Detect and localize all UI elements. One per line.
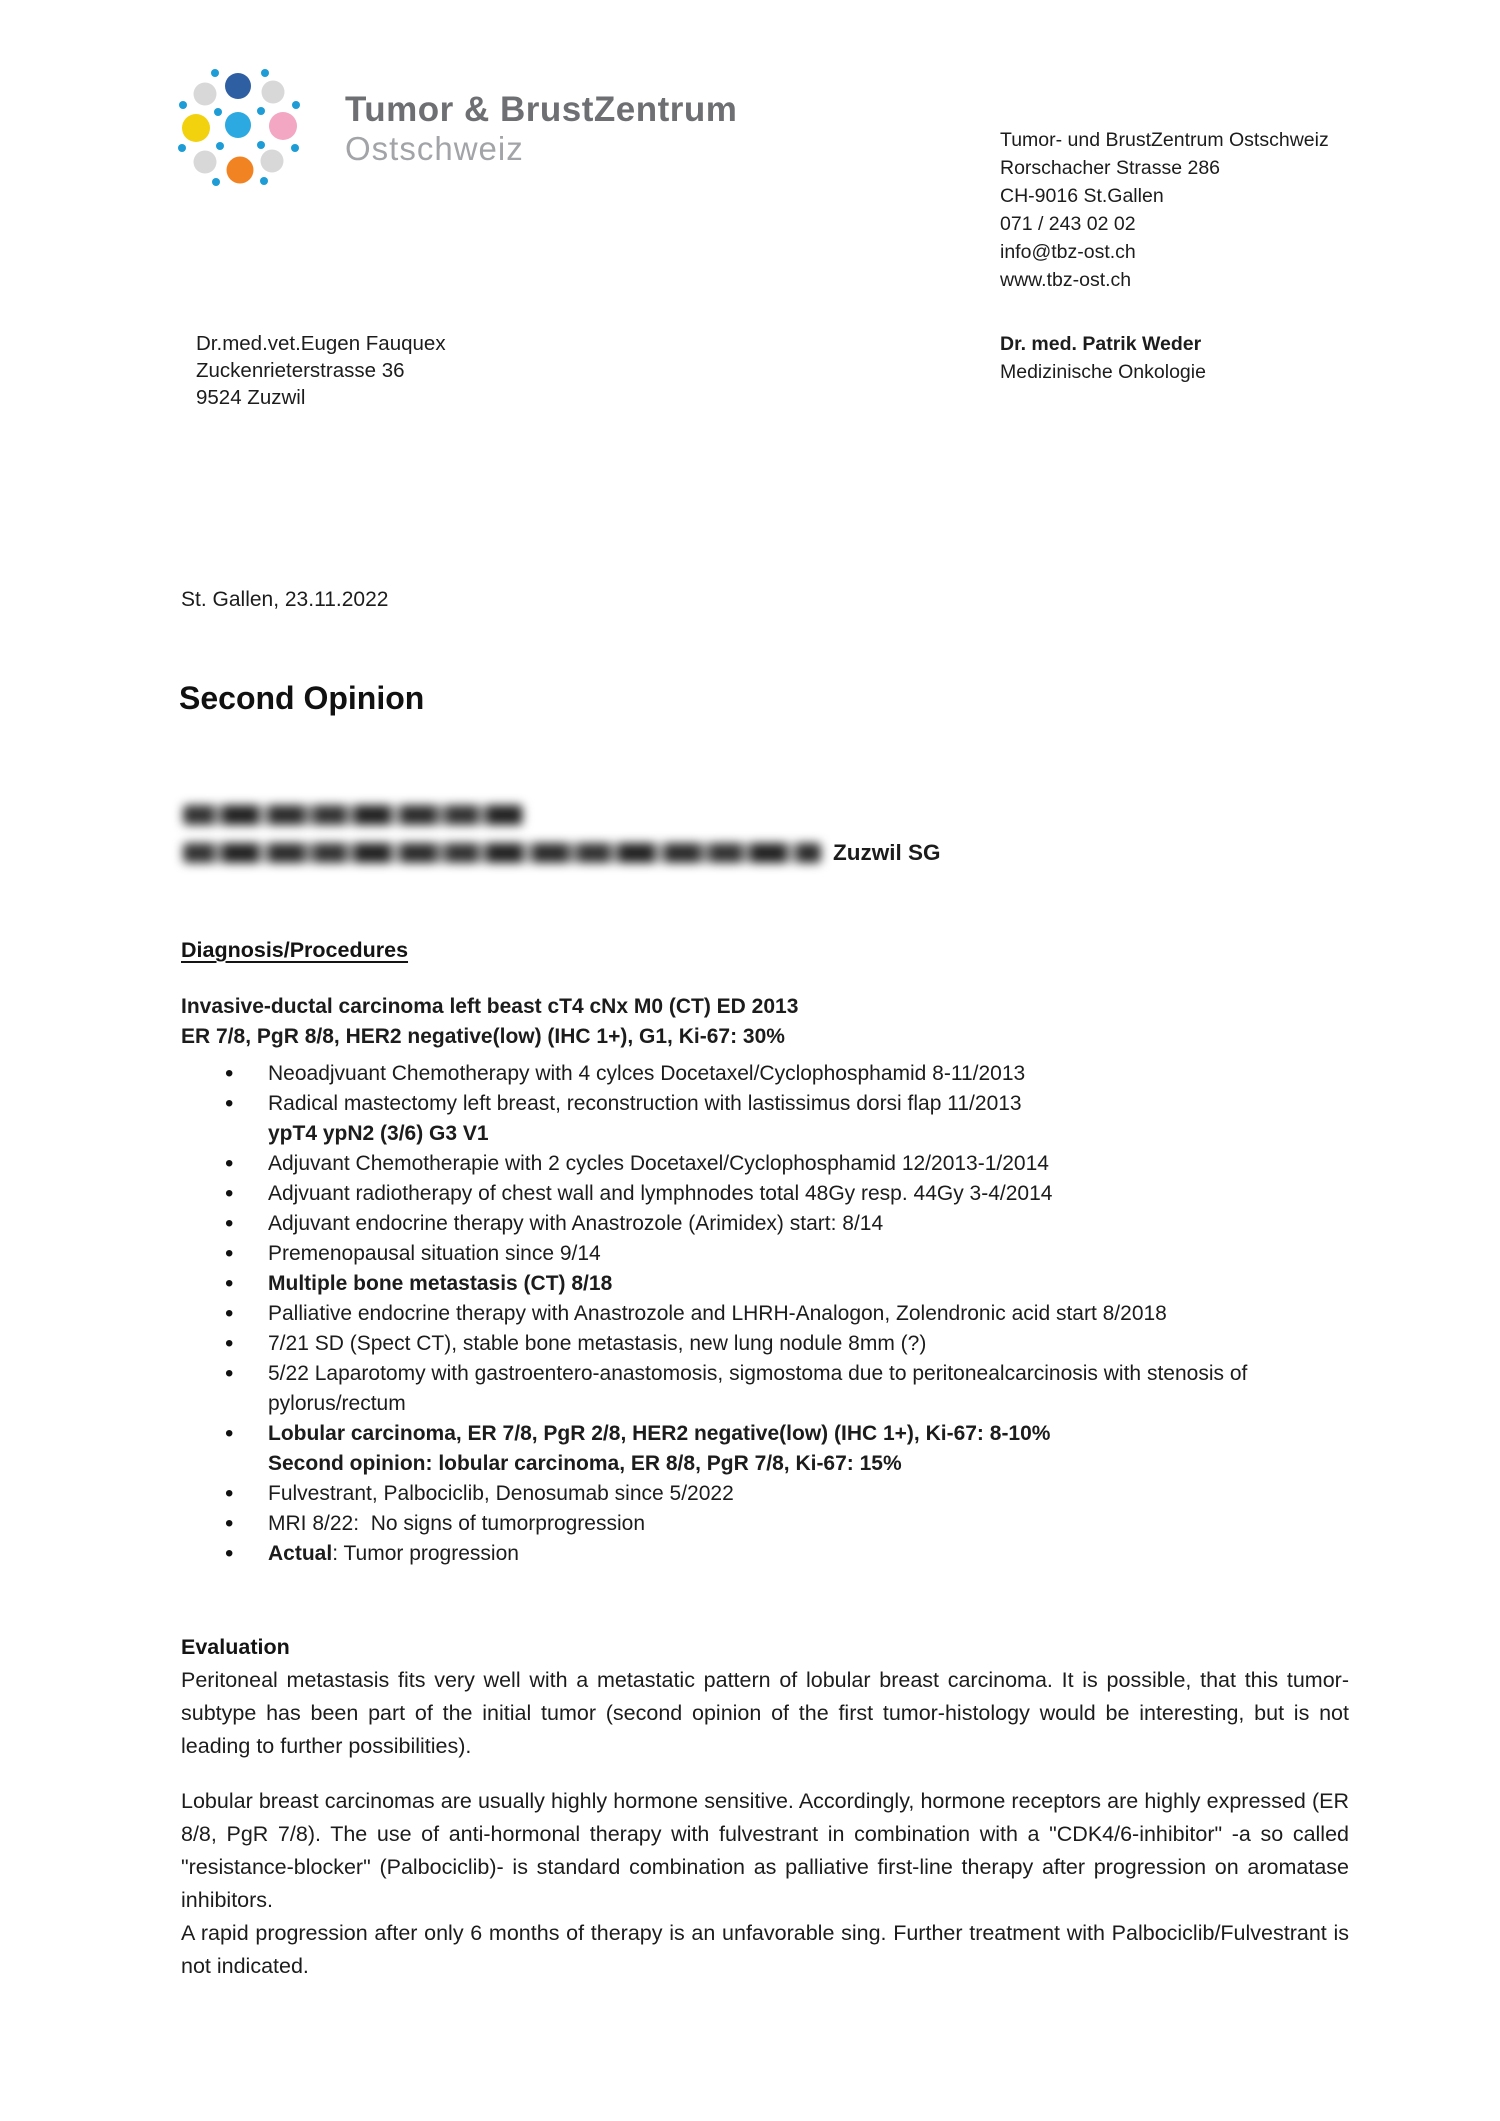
diagnosis-bullet-item — [181, 1209, 1349, 1239]
bullet-line: • Multiple bone metastasis (CT) 8/18 — [268, 1272, 613, 1295]
diagnosis-bullet-item — [181, 1539, 1349, 1569]
physician-block — [1000, 330, 1206, 386]
logo-dot-small — [216, 142, 224, 150]
logo-dot-left-yellow — [182, 114, 210, 142]
logo-dot-gray — [194, 83, 217, 106]
bullet-line: • Lobular carcinoma, ER 7/8, PgR 2/8, HER2 negative(low) (IHC 1+), Ki-67: 8-10% — [268, 1422, 1051, 1445]
logo-dot-small — [179, 101, 187, 109]
logo-dot-small — [257, 107, 265, 115]
brand-subtitle: Ostschweiz — [345, 130, 524, 168]
physician-department: Medizinische Onkologie — [1000, 361, 1206, 383]
logo-dot-small — [257, 141, 265, 149]
diagnosis-bullet-item — [181, 1509, 1349, 1539]
evaluation-paragraph: Peritoneal metastasis fits very well with a metastatic pattern of lobular breast carcinoma. It is possible, that this tumor-subtype has been part of the initial tumor (second opinion of the first tumor-histology would be interesting, but is not leading to further possibilities). — [181, 1668, 1349, 1758]
diagnosis-bullet-item — [181, 1179, 1349, 1209]
bullet-line: • Actual: Tumor progression — [268, 1542, 519, 1565]
logo-dot-small — [211, 69, 219, 77]
diagnosis-heading: Diagnosis/Procedures — [181, 938, 409, 962]
clinic-name-line: Tumor- und BrustZentrum Ostschweiz — [1000, 129, 1329, 151]
logo-dot-bottom-orange — [227, 157, 254, 184]
patient-line-1 — [183, 795, 941, 833]
redacted-patient-address — [183, 843, 821, 863]
bullet-line: • 7/21 SD (Spect CT), stable bone metastasis, new lung nodule 8mm (?) — [268, 1332, 927, 1355]
bullet-line: • 5/22 Laparotomy with gastroentero-anastomosis, sigmostoma due to peritonealcarcinosis with stenosis of pylorus/rectum — [268, 1362, 1254, 1415]
clinic-email-line: info@tbz-ost.ch — [1000, 241, 1136, 263]
recipient-address-block — [196, 330, 446, 411]
brand-title: Tumor & BrustZentrum — [345, 90, 738, 129]
bullet-line: • MRI 8/22: No signs of tumorprogression — [268, 1512, 645, 1535]
bullet-line: • Fulvestrant, Palbociclib, Denosumab since 5/2022 — [268, 1482, 734, 1505]
bullet-line: Second opinion: lobular carcinoma, ER 8/8, PgR 7/8, Ki-67: 15% — [268, 1452, 902, 1475]
diagnosis-bullet-item — [181, 1479, 1349, 1509]
recipient-street-line: Zuckenrieterstrasse 36 — [196, 359, 405, 382]
logo-dot-gray — [194, 151, 217, 174]
diagnosis-bullet-item — [181, 1269, 1349, 1299]
logo-dot-small — [178, 144, 186, 152]
diagnosis-bullet-item — [181, 1149, 1349, 1179]
bullet-line: • Adjvuant radiotherapy of chest wall and lymphnodes total 48Gy resp. 44Gy 3-4/2014 — [268, 1182, 1053, 1205]
dateline: St. Gallen, 23.11.2022 — [181, 588, 389, 611]
bullet-line: • Adjuvant Chemotherapie with 2 cycles Docetaxel/Cyclophosphamid 12/2013-1/2014 — [268, 1152, 1049, 1175]
clinic-street-line: Rorschacher Strasse 286 — [1000, 157, 1221, 179]
diagnosis-summary — [181, 992, 1349, 1052]
diagnosis-bullet-item — [181, 1239, 1349, 1269]
logo-dot-top-blue — [225, 73, 251, 99]
logo-dot-small — [292, 101, 300, 109]
evaluation-paragraph: A rapid progression after only 6 months of therapy is an unfavorable sing. Further treatment with Palbociclib/Fulvestrant is not indicated. — [181, 1921, 1349, 1978]
diagnosis-bullet-item — [181, 1089, 1349, 1149]
clinic-city-line: CH-9016 St.Gallen — [1000, 185, 1164, 207]
brand-block — [345, 90, 737, 168]
logo-dot-center-lightblue — [225, 112, 251, 138]
logo-dot-small — [212, 178, 220, 186]
physician-name: Dr. med. Patrik Weder — [1000, 333, 1202, 355]
diagnosis-bullet-item — [181, 1299, 1349, 1329]
logo-dot-small — [261, 69, 269, 77]
diagnosis-bullet-item — [181, 1329, 1349, 1359]
patient-block — [183, 795, 941, 872]
bullet-line: • Premenopausal situation since 9/14 — [268, 1242, 601, 1265]
diagnosis-summary-line: ER 7/8, PgR 8/8, HER2 negative(low) (IHC 1+), G1, Ki-67: 30% — [181, 1025, 785, 1048]
evaluation-heading: Evaluation — [181, 1635, 290, 1659]
patient-line-2 — [183, 833, 941, 872]
logo-dot-small — [214, 108, 222, 116]
diagnosis-bullet-item — [181, 1359, 1349, 1419]
bullet-line: • Radical mastectomy left breast, reconstruction with lastissimus dorsi flap 11/2013 — [268, 1092, 1022, 1115]
recipient-name-line: Dr.med.vet.Eugen Fauquex — [196, 332, 446, 355]
diagnosis-bullet-item — [181, 1419, 1349, 1479]
bullet-line: • Neoadjvuant Chemotherapy with 4 cylces Docetaxel/Cyclophosphamid 8-11/2013 — [268, 1062, 1026, 1085]
logo-dot-small — [260, 177, 268, 185]
diagnosis-bullet-list — [181, 1059, 1349, 1569]
clinic-logo-icon — [158, 52, 323, 217]
document-title: Second Opinion — [179, 680, 425, 716]
logo-dot-gray — [261, 150, 284, 173]
letter-body — [181, 938, 1349, 1983]
bullet-line: • Adjuvant endocrine therapy with Anastrozole (Arimidex) start: 8/14 — [268, 1212, 884, 1235]
evaluation-paragraphs — [181, 1664, 1349, 1983]
evaluation-paragraph: Lobular breast carcinomas are usually highly hormone sensitive. Accordingly, hormone receptors are highly expressed (ER 8/8, PgR 7/8). The use of anti-hormonal therapy with fulvestrant in combination with a "CDK4/6-inhibitor" -a so called "resistance-blocker" (Palbociclib)- is standard combination as palliative first-line therapy after progression on aromatase inhibitors. — [181, 1789, 1349, 1912]
clinic-address-block — [1000, 126, 1329, 294]
logo-dot-gray — [262, 81, 285, 104]
diagnosis-summary-line: Invasive-ductal carcinoma left beast cT4 cNx M0 (CT) ED 2013 — [181, 995, 799, 1018]
evaluation-section — [181, 1631, 1349, 1983]
redacted-patient-name — [183, 805, 523, 825]
patient-city: Zuzwil SG — [833, 840, 941, 866]
recipient-city-line: 9524 Zuzwil — [196, 386, 306, 409]
bullet-line: • Palliative endocrine therapy with Anastrozole and LHRH-Analogon, Zolendronic acid start 8/2018 — [268, 1302, 1167, 1325]
diagnosis-bullet-item — [181, 1059, 1349, 1089]
clinic-website-line: www.tbz-ost.ch — [1000, 269, 1132, 291]
bullet-line: ypT4 ypN2 (3/6) G3 V1 — [268, 1122, 489, 1145]
clinic-phone-line: 071 / 243 02 02 — [1000, 213, 1136, 235]
logo-dot-right-pink — [269, 112, 297, 140]
logo-dot-small — [291, 144, 299, 152]
